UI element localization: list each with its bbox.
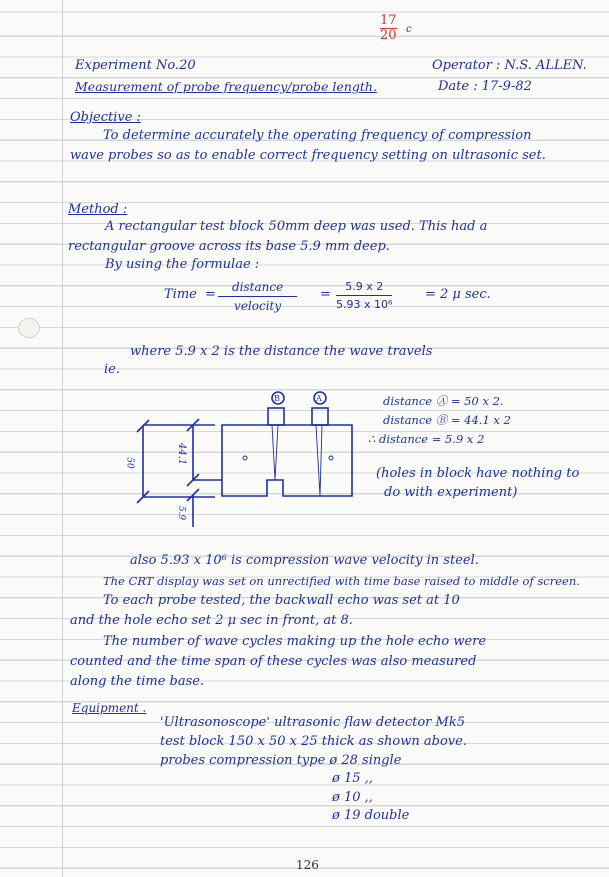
grade — [380, 14, 397, 43]
dimension-44-1: 44.1 — [176, 442, 188, 466]
page-number: 126 — [296, 858, 319, 872]
probe-item: ø 15 ,, — [332, 771, 373, 786]
procedure-line: also 5.93 x 10⁶ is compression wave velocity in steel. — [130, 553, 479, 568]
method-heading: Method : — [68, 202, 128, 217]
distance-diff: ∴ distance = 5.9 x 2 — [368, 432, 485, 446]
probe-item: ø 10 ,, — [332, 790, 373, 805]
experiment-title: Measurement of probe frequency/probe length. — [75, 79, 377, 94]
equipment-line: 'Ultrasonoscope' ultrasonic flaw detector Mk5 — [160, 715, 465, 730]
beam-b — [272, 425, 278, 480]
punch-hole — [18, 318, 40, 338]
operator: Operator : N.S. ALLEN. — [432, 58, 587, 73]
distance-b: distance Ⓑ = 44.1 x 2 — [383, 413, 511, 427]
procedure-line: To each probe tested, the backwall echo was set at 10 — [103, 593, 460, 608]
probe-a-label: A — [316, 394, 322, 403]
diagram-note: do with experiment) — [384, 485, 518, 500]
equipment-heading: Equipment . — [72, 701, 147, 715]
grade-mark: c — [406, 24, 412, 35]
denominator: 5.93 x 10⁶ — [336, 298, 393, 311]
formula-fraction-2 — [336, 280, 392, 311]
formula-fraction-1 — [218, 280, 297, 313]
dimension-5-9: 5.9 — [176, 505, 187, 521]
method-line: rectangular groove across its base 5.9 mm deep. — [68, 239, 390, 254]
objective-line: To determine accurately the operating frequency of compression — [103, 128, 532, 143]
beam-a — [316, 425, 322, 496]
procedure-line: The CRT display was set on unrectified with time base raised to middle of screen. — [103, 574, 580, 588]
procedure-line: The number of wave cycles making up the hole echo were — [103, 634, 487, 649]
equipment-line: test block 150 x 50 x 25 thick as shown above. — [160, 734, 467, 749]
denominator: velocity — [234, 299, 282, 313]
formula-eq: = — [320, 287, 331, 302]
probe-item: ø 19 double — [332, 808, 410, 823]
formula-eq: = — [205, 287, 216, 302]
procedure-line: along the time base. — [70, 674, 205, 689]
procedure-line: and the hole echo set 2 μ sec in front, at 8. — [70, 613, 353, 628]
method-line: A rectangular test block 50mm deep was used. This had a — [105, 219, 488, 234]
distance-a: distance Ⓐ = 50 x 2. — [383, 394, 504, 408]
date: Date : 17-9-82 — [438, 79, 532, 94]
diagram-note: (holes in block have nothing to — [376, 466, 580, 481]
objective-heading: Objective : — [70, 110, 141, 125]
objective-line: wave probes so as to enable correct frequency setting on ultrasonic set. — [70, 148, 546, 163]
equipment-line: probes compression type ø 28 single — [160, 753, 402, 768]
method-line: where 5.9 x 2 is the distance the wave travels — [130, 344, 433, 359]
numerator: distance — [218, 280, 297, 297]
test-block — [222, 425, 352, 496]
procedure-line: counted and the time span of these cycles was also measured — [70, 654, 477, 669]
probe-b — [268, 408, 284, 425]
formula-lhs: Time — [164, 287, 197, 302]
formula-result: = 2 μ sec. — [425, 287, 491, 302]
dimension-50: 50 — [124, 457, 135, 469]
probe-a — [312, 408, 328, 425]
experiment-number: Experiment No.20 — [75, 58, 196, 73]
method-line: ie. — [104, 362, 120, 377]
method-line: By using the formulae : — [105, 257, 260, 272]
probe-b-label: B — [274, 394, 280, 403]
grade-denominator: 20 — [380, 28, 397, 43]
numerator: 5.9 x 2 — [336, 280, 392, 296]
grade-numerator: 17 — [380, 13, 397, 28]
margin-line — [62, 0, 63, 877]
